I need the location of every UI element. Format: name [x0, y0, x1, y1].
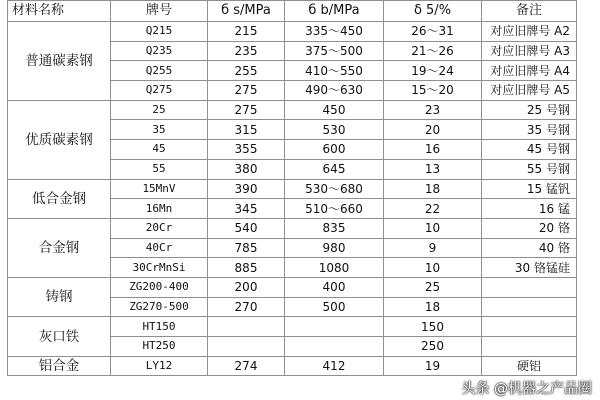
- watermark: 头条 @机器之产品圈: [461, 381, 592, 397]
- tensile-cell: 530: [285, 120, 384, 140]
- elongation-cell: 18: [384, 179, 482, 199]
- remark-cell: 对应旧牌号 A3: [482, 41, 577, 61]
- material-name-cell: 灰口铁: [8, 317, 111, 356]
- grade-cell: 25: [111, 100, 208, 120]
- table-row: [8, 100, 577, 120]
- grade-cell: ZG200-400: [111, 277, 208, 297]
- remark-cell: 对应旧牌号 A5: [482, 81, 577, 101]
- elongation-cell: 15～20: [384, 81, 482, 101]
- elongation-cell: 9: [384, 238, 482, 258]
- tensile-cell: 375～500: [285, 41, 384, 61]
- grade-cell: Q215: [111, 22, 208, 42]
- table-row: [8, 277, 577, 297]
- remark-cell: [482, 317, 577, 337]
- yield-cell: 885: [208, 258, 285, 278]
- elongation-cell: 10: [384, 258, 482, 278]
- header-grade: 牌号: [111, 1, 208, 22]
- material-name-cell: 铝合金: [8, 356, 111, 376]
- tensile-cell: [285, 317, 384, 337]
- tensile-cell: 410～550: [285, 61, 384, 81]
- tensile-cell: 510～660: [285, 199, 384, 219]
- remark-cell: 20 铬: [482, 218, 577, 238]
- tensile-cell: 835: [285, 218, 384, 238]
- yield-cell: 380: [208, 159, 285, 179]
- header-yield-strength: б s/MPa: [208, 1, 285, 22]
- grade-cell: 15MnV: [111, 179, 208, 199]
- remark-cell: 16 锰: [482, 199, 577, 219]
- elongation-cell: 22: [384, 199, 482, 219]
- material-name-cell: 普通碳素钢: [8, 22, 111, 101]
- tensile-cell: 530～680: [285, 179, 384, 199]
- tensile-cell: 400: [285, 277, 384, 297]
- yield-cell: 540: [208, 218, 285, 238]
- yield-cell: 235: [208, 41, 285, 61]
- grade-cell: 55: [111, 159, 208, 179]
- material-properties-table: [7, 0, 577, 376]
- remark-cell: 45 号钢: [482, 140, 577, 160]
- grade-cell: Q235: [111, 41, 208, 61]
- remark-cell: 对应旧牌号 A4: [482, 61, 577, 81]
- remark-cell: 硬铝: [482, 356, 577, 376]
- yield-cell: 270: [208, 297, 285, 317]
- grade-cell: Q255: [111, 61, 208, 81]
- elongation-cell: 18: [384, 297, 482, 317]
- header-remarks: 备注: [482, 1, 577, 22]
- grade-cell: ZG270-500: [111, 297, 208, 317]
- header-elongation: δ 5/%: [384, 1, 482, 22]
- remark-cell: 55 号钢: [482, 159, 577, 179]
- tensile-cell: 980: [285, 238, 384, 258]
- elongation-cell: 21～26: [384, 41, 482, 61]
- tensile-cell: [285, 337, 384, 357]
- table-row: [8, 179, 577, 199]
- table-row: [8, 317, 577, 337]
- material-name-cell: 低合金钢: [8, 179, 111, 218]
- elongation-cell: 250: [384, 337, 482, 357]
- material-name-cell: 铸钢: [8, 277, 111, 316]
- tensile-cell: 490～630: [285, 81, 384, 101]
- elongation-cell: 23: [384, 100, 482, 120]
- elongation-cell: 25: [384, 277, 482, 297]
- remark-cell: 35 号钢: [482, 120, 577, 140]
- grade-cell: 45: [111, 140, 208, 160]
- tensile-cell: 412: [285, 356, 384, 376]
- grade-cell: 16Mn: [111, 199, 208, 219]
- elongation-cell: 20: [384, 120, 482, 140]
- remark-cell: [482, 297, 577, 317]
- header-material-name: 材料名称: [8, 1, 111, 22]
- yield-cell: 315: [208, 120, 285, 140]
- elongation-cell: 19: [384, 356, 482, 376]
- table-row: [8, 22, 577, 42]
- yield-cell: 215: [208, 22, 285, 42]
- yield-cell: 275: [208, 81, 285, 101]
- grade-cell: Q275: [111, 81, 208, 101]
- material-name-cell: 优质碳素钢: [8, 100, 111, 179]
- table-header: [8, 1, 577, 22]
- yield-cell: 255: [208, 61, 285, 81]
- yield-cell: 345: [208, 199, 285, 219]
- material-name-cell: 合金钢: [8, 218, 111, 277]
- header-row: [8, 1, 577, 22]
- remark-cell: 25 号钢: [482, 100, 577, 120]
- elongation-cell: 16: [384, 140, 482, 160]
- grade-cell: 30CrMnSi: [111, 258, 208, 278]
- tensile-cell: 1080: [285, 258, 384, 278]
- elongation-cell: 10: [384, 218, 482, 238]
- remark-cell: 15 锰钒: [482, 179, 577, 199]
- table-row: [8, 218, 577, 238]
- header-tensile-strength: б b/MPa: [285, 1, 384, 22]
- grade-cell: 35: [111, 120, 208, 140]
- yield-cell: 200: [208, 277, 285, 297]
- grade-cell: HT250: [111, 337, 208, 357]
- yield-cell: [208, 317, 285, 337]
- yield-cell: 355: [208, 140, 285, 160]
- tensile-cell: 645: [285, 159, 384, 179]
- grade-cell: LY12: [111, 356, 208, 376]
- grade-cell: 20Cr: [111, 218, 208, 238]
- tensile-cell: 500: [285, 297, 384, 317]
- yield-cell: 390: [208, 179, 285, 199]
- remark-cell: 40 铬: [482, 238, 577, 258]
- yield-cell: 274: [208, 356, 285, 376]
- yield-cell: 785: [208, 238, 285, 258]
- elongation-cell: 13: [384, 159, 482, 179]
- yield-cell: [208, 337, 285, 357]
- table-row: [8, 356, 577, 376]
- tensile-cell: 335～450: [285, 22, 384, 42]
- grade-cell: HT150: [111, 317, 208, 337]
- elongation-cell: 150: [384, 317, 482, 337]
- remark-cell: 30 铬锰硅: [482, 258, 577, 278]
- table-body: [8, 22, 577, 376]
- remark-cell: 对应旧牌号 A2: [482, 22, 577, 42]
- elongation-cell: 19～24: [384, 61, 482, 81]
- remark-cell: [482, 277, 577, 297]
- yield-cell: 275: [208, 100, 285, 120]
- tensile-cell: 600: [285, 140, 384, 160]
- grade-cell: 40Cr: [111, 238, 208, 258]
- remark-cell: [482, 337, 577, 357]
- elongation-cell: 26～31: [384, 22, 482, 42]
- tensile-cell: 450: [285, 100, 384, 120]
